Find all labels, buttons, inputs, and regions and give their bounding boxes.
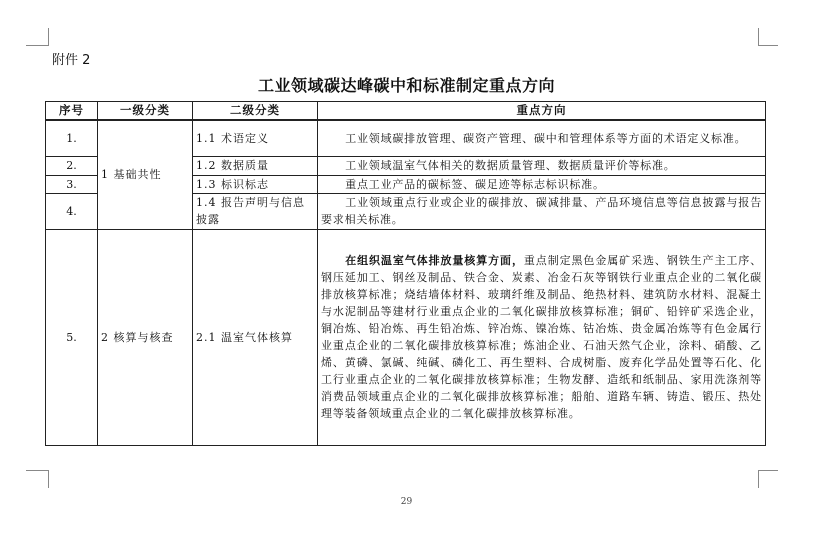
table-header-row [46, 102, 766, 121]
focus-lead: 在组织温室气体排放量核算方面， [345, 254, 524, 267]
level2-category: 2.1 温室气体核算 [193, 229, 318, 445]
crop-mark [758, 28, 759, 46]
level2-category: 1.3 标识标志 [193, 175, 318, 193]
crop-mark [26, 45, 48, 46]
row-number: 5. [46, 229, 98, 445]
crop-mark [48, 28, 49, 46]
level1-category: 2 核算与核查 [98, 229, 193, 445]
focus-direction: 工业领域碳排放管理、碳资产管理、碳中和管理体系等方面的术语定义标准。 [318, 120, 766, 156]
crop-mark [758, 470, 778, 471]
column-header-level1: 一级分类 [98, 102, 193, 121]
focus-direction [318, 229, 766, 445]
standards-table [45, 101, 766, 446]
row-number: 3. [46, 175, 98, 193]
crop-mark [48, 470, 49, 488]
focus-direction: 工业领域温室气体相关的数据质量管理、数据质量评价等标准。 [318, 156, 766, 175]
column-header-level2: 二级分类 [193, 102, 318, 121]
crop-mark [758, 45, 778, 46]
focus-body: 重点制定黑色金属矿采选、钢铁生产主工序、钢压延加工、钢丝及制品、铁合金、炭素、冶金石灰等钢铁行业重点企业的二氧化碳排放核算标准；烧结墙体材料、玻璃纤维及制品、绝热材料、建筑防水材料、混凝土与水泥制品等建材行业重点企业的二氧化碳排放核算标准；铜矿、铅锌矿采选企业，铜冶炼、铅冶炼、再生铅冶炼、锌冶炼、镍冶炼、钴冶炼、贵金属冶炼等有色金属行业重点企业的二氧化碳排放核算标准；炼油企业、石油天然气企业，涂料、硝酸、乙烯、黄磷、氯碱、纯碱、磷化工、再生塑料、合成树脂、废弃化学品处置等石化、化工行业重点企业的二氧化碳排放核算标准；生物发酵、造纸和纸制品、家用洗涤剂等消费品领域重点企业的二氧化碳排放核算标准；船舶、道路车辆、铸造、锻压、热处理等装备领域重点企业的二氧化碳排放核算标准。 [321, 254, 763, 420]
level2-category: 1.4 报告声明与信息披露 [193, 193, 318, 229]
document-title: 工业领域碳达峰碳中和标准制定重点方向 [257, 76, 555, 95]
level2-category: 1.2 数据质量 [193, 156, 318, 175]
table-row [46, 120, 766, 156]
level2-category: 1.1 术语定义 [193, 120, 318, 156]
row-number: 1. [46, 120, 98, 156]
row-number: 2. [46, 156, 98, 175]
page-number: 29 [400, 497, 413, 507]
column-header-no: 序号 [46, 102, 98, 121]
column-header-focus: 重点方向 [318, 102, 766, 121]
focus-direction: 重点工业产品的碳标签、碳足迹等标志标识标准。 [318, 175, 766, 193]
table-row [46, 229, 766, 445]
crop-mark [758, 470, 759, 488]
focus-direction: 工业领域重点行业或企业的碳排放、碳减排量、产品环境信息等信息披露与报告要求相关标准。 [318, 193, 766, 229]
attachment-label: 附件 2 [52, 53, 91, 68]
level1-category: 1 基础共性 [98, 120, 193, 229]
row-number: 4. [46, 193, 98, 229]
crop-mark [26, 470, 48, 471]
